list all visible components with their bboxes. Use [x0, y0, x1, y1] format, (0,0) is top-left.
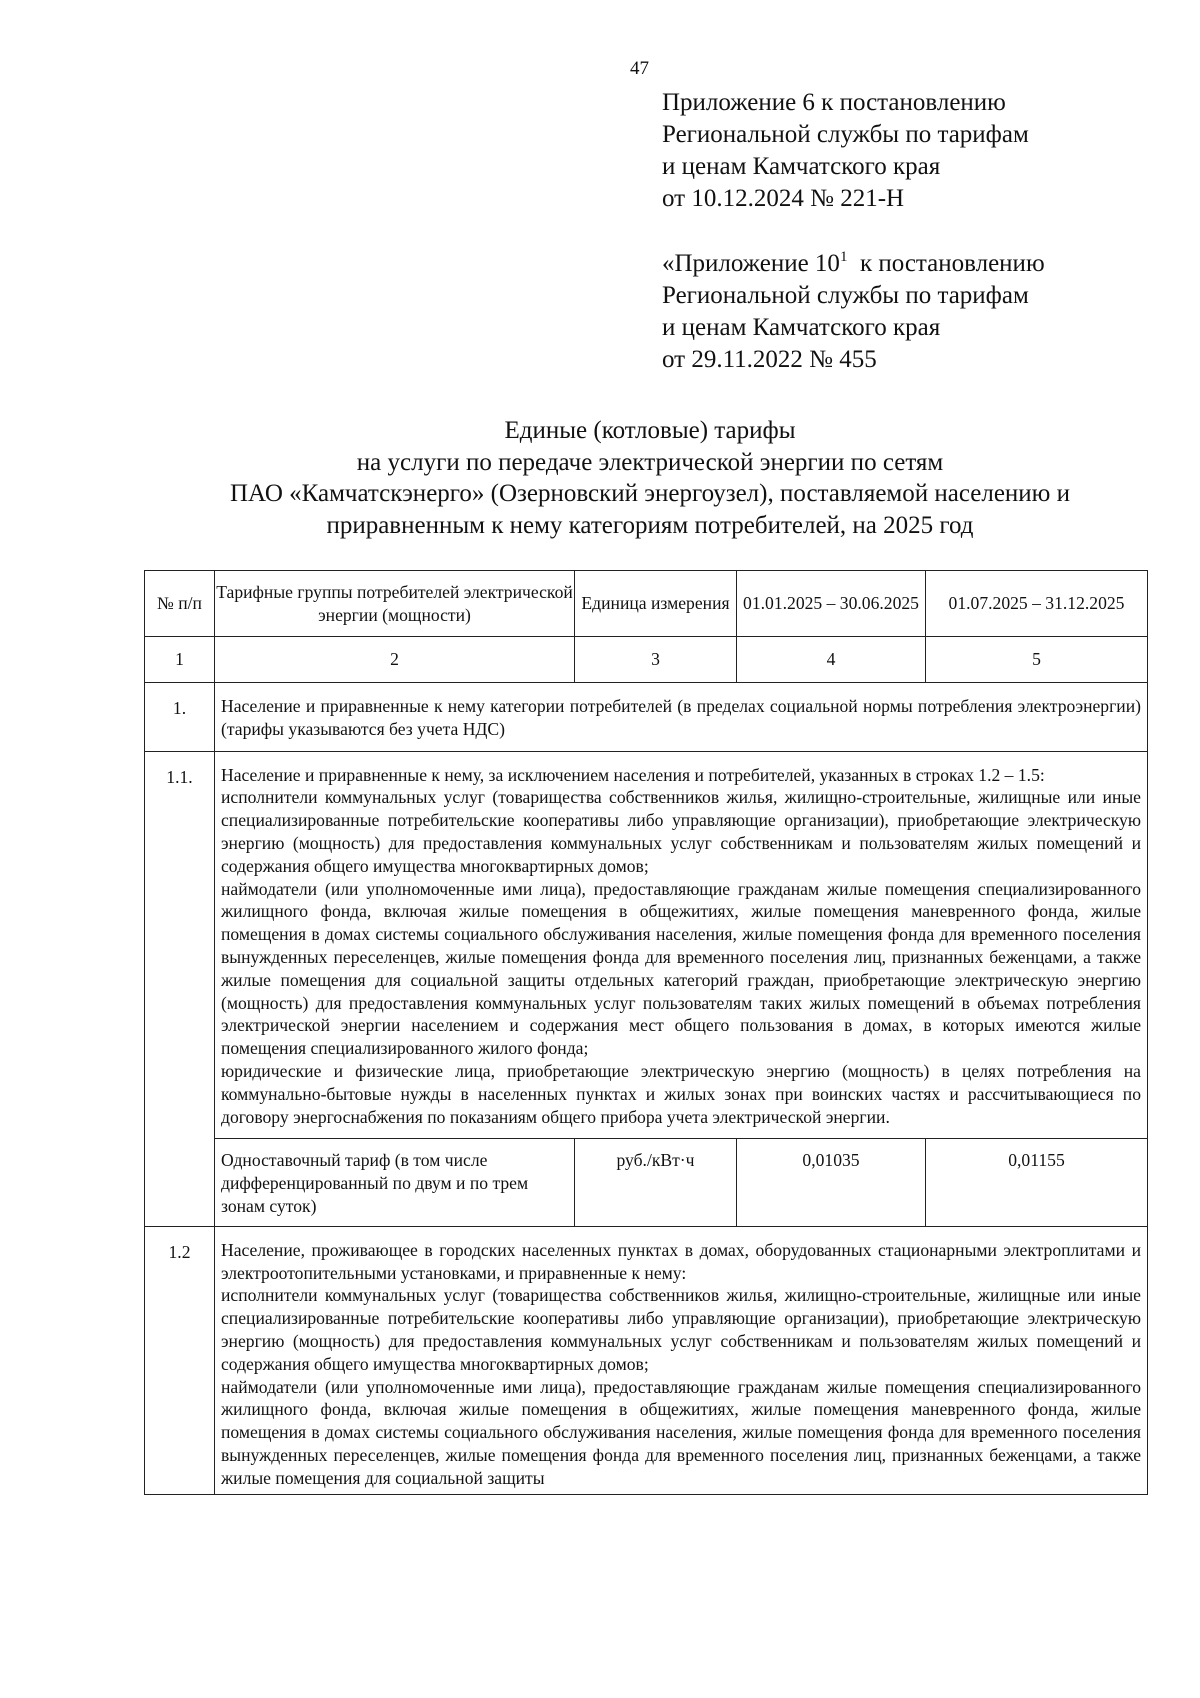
description-paragraph: Население, проживающее в городских населенных пунктах в домах, оборудованных стационарными электроплитами и электроотопительными установками, и приравненные к нему: [221, 1239, 1141, 1283]
appendix-primary-line3: и ценам Камчатского края [662, 153, 941, 180]
header-col-number: № п/п [145, 571, 215, 637]
description-paragraph: исполнители коммунальных услуг (товарищества собственников жилья, жилищно-строительные, жилищные или иные специализированные потребительские кооперативы либо управляющие организации), приобретающие электрическую энергию (мощность) для предоставления коммунальных услуг собственникам и пользователям жилых помещений и содержания общего имущества многоквартирных домов; [221, 1285, 1141, 1374]
tariff-value-h2: 0,01155 [926, 1139, 1148, 1226]
appendix-secondary-prefix: «Приложение 10 [662, 250, 840, 277]
header-col-unit: Единица измерения [575, 571, 737, 637]
appendix-secondary-suffix: к постановлению [859, 250, 1045, 277]
appendix-secondary-superscript: 1 [839, 249, 848, 265]
description-paragraph: юридические и физические лица, приобретающие электрическую энергию (мощность) в целях потребления на коммунально-бытовые нужды в населенных пунктах и жилых зонах при воинских частях и рассчитывающиеся по договору энергоснабжения по показаниям общего прибора учета электрической энергии. [221, 1060, 1141, 1127]
column-number: 4 [737, 637, 926, 683]
title-line2: на услуги по передаче электрической энергии по сетям [356, 448, 944, 476]
tariff-table [144, 570, 1148, 1495]
description-paragraph: наймодатели (или уполномоченные ими лица), предоставляющие гражданам жилые помещения специализированного жилищного фонда, включая жилые помещения в общежитиях, жилые помещения маневренного фонда, жилые помещения в домах системы социального обслуживания населения, жилые помещения фонда для временного поселения вынужденных переселенцев, жилые помещения фонда для временного поселения лиц, признанных беженцами, а также жилые помещения для социальной защиты отдельных категорий граждан, приобретающие электрическую энергию (мощность) для предоставления коммунальных услуг пользователям таких жилых помещений в объемах потребления электрической энергии населением и содержания мест общего пользования в домах, в которых имеются жилые помещения специализированного жилого фонда; [221, 878, 1141, 1059]
row-number: 1. [145, 683, 215, 752]
row-number: 1.2 [145, 1226, 215, 1494]
row-description [215, 751, 1148, 1139]
column-number: 1 [145, 637, 215, 683]
appendix-secondary-line2: Региональной службы по тарифам [662, 282, 1029, 309]
appendix-secondary-line3: и ценам Камчатского края [662, 314, 941, 341]
table-row [145, 683, 1148, 752]
appendix-primary-line4: от 10.12.2024 № 221-Н [662, 185, 905, 212]
row-description: Население и приравненные к нему категории потребителей (в пределах социальной нормы потребления электроэнергии) (тарифы указываются без учета НДС) [215, 683, 1148, 752]
column-number: 3 [575, 637, 737, 683]
header-col-group: Тарифные группы потребителей электрической энергии (мощности) [215, 571, 575, 637]
tariff-unit: руб./кВт·ч [575, 1139, 737, 1226]
appendix-primary-line1: Приложение 6 к постановлению [662, 89, 1006, 116]
tariff-label: Одноставочный тариф (в том числе дифференцированный по двум и по трем зонам суток) [215, 1139, 575, 1226]
tariff-value-h1: 0,01035 [737, 1139, 926, 1226]
title-line1: Единые (котловые) тарифы [504, 417, 796, 444]
description-paragraph: Население и приравненные к нему, за исключением населения и потребителей, указанных в строках 1.2 – 1.5: [221, 764, 1045, 785]
header-col-h2: 01.07.2025 – 31.12.2025 [926, 571, 1148, 637]
table-row [145, 751, 1148, 1139]
appendix-secondary-line1 [662, 248, 1045, 280]
appendix-header-secondary [662, 248, 1045, 376]
table-row [145, 1226, 1148, 1494]
appendix-primary-line2: Региональной службы по тарифам [662, 121, 1029, 148]
document-title [140, 415, 1160, 541]
column-number: 2 [215, 637, 575, 683]
header-col-h1: 01.01.2025 – 30.06.2025 [737, 571, 926, 637]
page-number: 47 [630, 58, 649, 79]
title-line3: ПАО «Камчатскэнерго» (Озерновский энергоузел), поставляемой населению и [229, 480, 1070, 507]
appendix-header-primary [662, 87, 1029, 215]
description-paragraph: исполнители коммунальных услуг (товарищества собственников жилья, жилищно-строительные, жилищные или иные специализированные потребительские кооперативы либо управляющие организации), приобретающие электрическую энергию (мощность) для предоставления коммунальных услуг собственникам и пользователям жилых помещений и содержания общего имущества многоквартирных домов; [221, 787, 1141, 876]
title-line4: приравненным к нему категориям потребителей, на 2025 год [326, 511, 974, 539]
appendix-secondary-line4: от 29.11.2022 № 455 [662, 346, 877, 373]
column-number: 5 [926, 637, 1148, 683]
table-row [145, 1139, 1148, 1226]
table-header-row [145, 571, 1148, 637]
description-paragraph: наймодатели (или уполномоченные ими лица), предоставляющие гражданам жилые помещения специализированного жилищного фонда, включая жилые помещения в общежитиях, жилые помещения маневренного фонда, жилые помещения в домах системы социального обслуживания населения, жилые помещения фонда для временного поселения вынужденных переселенцев, жилые помещения фонда для временного поселения лиц, признанных беженцами, а также жилые помещения для социальной защиты [221, 1376, 1141, 1488]
row-description [215, 1226, 1148, 1494]
row-number: 1.1. [145, 751, 215, 1226]
column-number-row [145, 637, 1148, 683]
